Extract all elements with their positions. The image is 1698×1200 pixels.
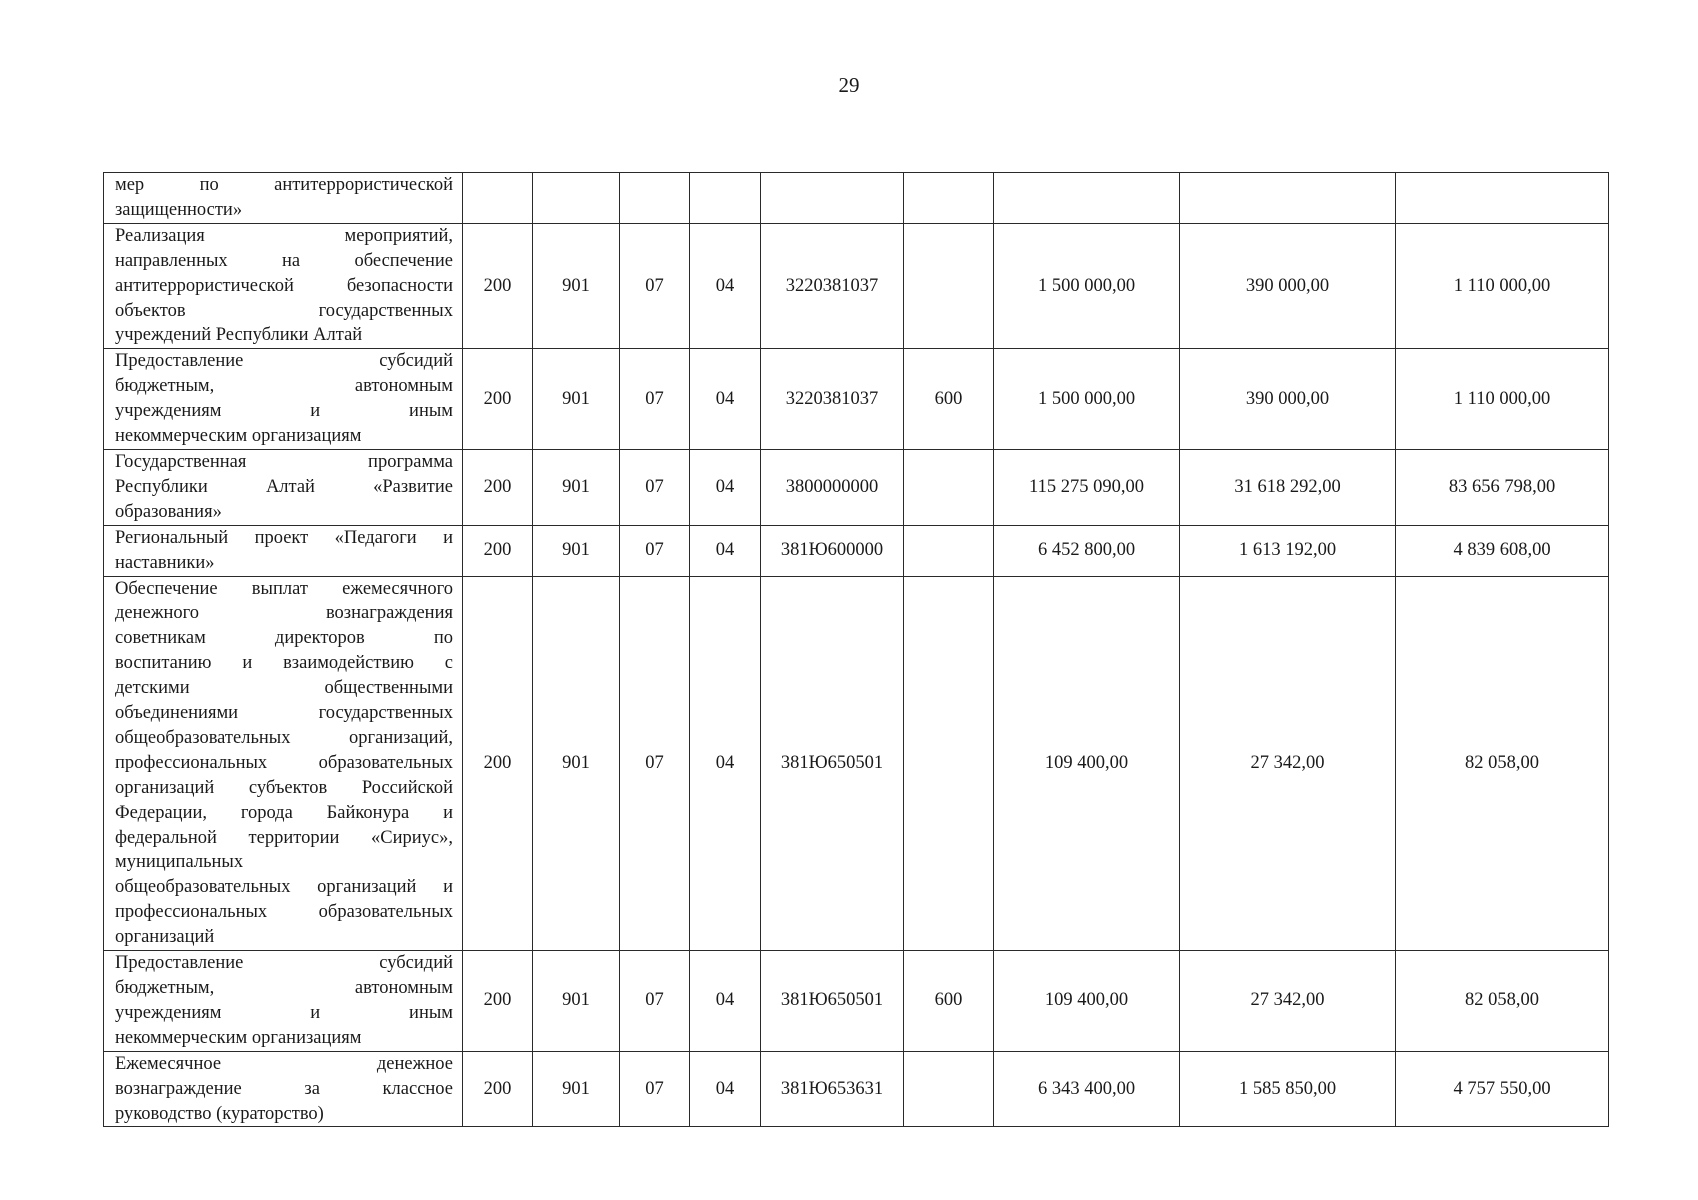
ministry-code-cell: 901 bbox=[533, 525, 620, 576]
amount-column-2-cell: 27 342,00 bbox=[1180, 951, 1396, 1052]
expense-type-cell bbox=[904, 173, 994, 224]
ministry-code-cell: 901 bbox=[533, 349, 620, 450]
subdivision-code-cell bbox=[690, 173, 761, 224]
amount-column-2-cell: 27 342,00 bbox=[1180, 576, 1396, 951]
total-amount-cell: 109 400,00 bbox=[994, 576, 1180, 951]
expense-type-cell bbox=[904, 223, 994, 349]
item-name-cell bbox=[104, 1051, 463, 1127]
item-name-cell bbox=[104, 223, 463, 349]
item-name-line: Ежемесячное денежное bbox=[115, 1053, 453, 1074]
section-code-cell: 200 bbox=[463, 525, 533, 576]
target-article-cell: 3220381037 bbox=[761, 223, 904, 349]
item-name-line: организаций bbox=[115, 927, 215, 948]
amount-column-2-cell: 390 000,00 bbox=[1180, 223, 1396, 349]
ministry-code-cell: 901 bbox=[533, 951, 620, 1052]
item-name-line: Предоставление субсидий bbox=[115, 351, 453, 372]
division-code-cell: 07 bbox=[620, 449, 690, 525]
item-name-cell bbox=[104, 951, 463, 1052]
target-article-cell: 3800000000 bbox=[761, 449, 904, 525]
section-code-cell: 200 bbox=[463, 576, 533, 951]
table-row bbox=[104, 349, 1609, 450]
section-code-cell: 200 bbox=[463, 223, 533, 349]
item-name-line: Республики Алтай «Развитие bbox=[115, 476, 453, 497]
item-name-cell bbox=[104, 576, 463, 951]
expense-type-cell: 600 bbox=[904, 349, 994, 450]
item-name-line: детскими общественными bbox=[115, 678, 453, 699]
subdivision-code-cell: 04 bbox=[690, 1051, 761, 1127]
total-amount-cell: 6 343 400,00 bbox=[994, 1051, 1180, 1127]
division-code-cell: 07 bbox=[620, 223, 690, 349]
expense-type-cell bbox=[904, 576, 994, 951]
item-name-line: направленных на обеспечение bbox=[115, 250, 453, 271]
item-name-line: мер по антитеррористической bbox=[115, 175, 453, 195]
subdivision-code-cell: 04 bbox=[690, 576, 761, 951]
item-name-line: учреждениям и иным bbox=[115, 1002, 453, 1023]
amount-column-3-cell: 4 839 608,00 bbox=[1396, 525, 1609, 576]
page-number: 29 bbox=[838, 73, 860, 97]
expense-type-cell: 600 bbox=[904, 951, 994, 1052]
item-name-line: защищенности» bbox=[115, 199, 243, 220]
amount-column-2-cell: 31 618 292,00 bbox=[1180, 449, 1396, 525]
item-name-line: Региональный проект «Педагоги и bbox=[115, 527, 453, 548]
division-code-cell: 07 bbox=[620, 349, 690, 450]
ministry-code-cell: 901 bbox=[533, 1051, 620, 1127]
subdivision-code-cell: 04 bbox=[690, 525, 761, 576]
amount-column-3-cell: 1 110 000,00 bbox=[1396, 223, 1609, 349]
amount-column-3-cell: 82 058,00 bbox=[1396, 951, 1609, 1052]
ministry-code-cell: 901 bbox=[533, 223, 620, 349]
table-row bbox=[104, 173, 1609, 224]
subdivision-code-cell: 04 bbox=[690, 951, 761, 1052]
item-name-line: профессиональных образовательных bbox=[115, 902, 453, 923]
target-article-cell bbox=[761, 173, 904, 224]
item-name-line: некоммерческим организациям bbox=[115, 1027, 362, 1048]
subdivision-code-cell: 04 bbox=[690, 449, 761, 525]
item-name-cell bbox=[104, 525, 463, 576]
division-code-cell: 07 bbox=[620, 951, 690, 1052]
item-name-line: наставники» bbox=[115, 552, 215, 573]
section-code-cell: 200 bbox=[463, 951, 533, 1052]
item-name-line: объединениями государственных bbox=[115, 703, 453, 724]
amount-column-2-cell: 390 000,00 bbox=[1180, 349, 1396, 450]
item-name-line: советникам директоров по bbox=[115, 628, 453, 649]
amount-column-2-cell: 1 585 850,00 bbox=[1180, 1051, 1396, 1127]
amount-column-2-cell bbox=[1180, 173, 1396, 224]
item-name-cell bbox=[104, 173, 463, 224]
expense-type-cell bbox=[904, 525, 994, 576]
amount-column-3-cell: 83 656 798,00 bbox=[1396, 449, 1609, 525]
subdivision-code-cell: 04 bbox=[690, 349, 761, 450]
budget-table bbox=[103, 172, 1609, 1127]
item-name-line: муниципальных bbox=[115, 852, 244, 873]
item-name-line: объектов государственных bbox=[115, 300, 453, 321]
total-amount-cell bbox=[994, 173, 1180, 224]
target-article-cell: 381Ю650501 bbox=[761, 576, 904, 951]
table-row bbox=[104, 525, 1609, 576]
item-name-cell bbox=[104, 449, 463, 525]
table-row bbox=[104, 1051, 1609, 1127]
item-name-cell bbox=[104, 349, 463, 450]
section-code-cell: 200 bbox=[463, 449, 533, 525]
total-amount-cell: 115 275 090,00 bbox=[994, 449, 1180, 525]
item-name-line: учреждений Республики Алтай bbox=[115, 325, 363, 346]
target-article-cell: 381Ю653631 bbox=[761, 1051, 904, 1127]
item-name-line: некоммерческим организациям bbox=[115, 426, 362, 447]
amount-column-3-cell: 4 757 550,00 bbox=[1396, 1051, 1609, 1127]
amount-column-2-cell: 1 613 192,00 bbox=[1180, 525, 1396, 576]
target-article-cell: 3220381037 bbox=[761, 349, 904, 450]
item-name-line: общеобразовательных организаций и bbox=[115, 877, 453, 898]
total-amount-cell: 109 400,00 bbox=[994, 951, 1180, 1052]
item-name-line: Федерации, города Байконура и bbox=[115, 802, 453, 823]
expense-type-cell bbox=[904, 1051, 994, 1127]
amount-column-3-cell bbox=[1396, 173, 1609, 224]
item-name-line: общеобразовательных организаций, bbox=[115, 727, 453, 748]
section-code-cell bbox=[463, 173, 533, 224]
section-code-cell: 200 bbox=[463, 349, 533, 450]
item-name-line: организаций субъектов Российской bbox=[115, 777, 453, 798]
division-code-cell: 07 bbox=[620, 1051, 690, 1127]
table-row bbox=[104, 951, 1609, 1052]
item-name-line: профессиональных образовательных bbox=[115, 752, 453, 773]
total-amount-cell: 6 452 800,00 bbox=[994, 525, 1180, 576]
table-row bbox=[104, 223, 1609, 349]
total-amount-cell: 1 500 000,00 bbox=[994, 223, 1180, 349]
table-row bbox=[104, 576, 1609, 951]
item-name-line: Государственная программа bbox=[115, 451, 453, 472]
division-code-cell: 07 bbox=[620, 525, 690, 576]
item-name-line: бюджетным, автономным bbox=[115, 376, 453, 397]
subdivision-code-cell: 04 bbox=[690, 223, 761, 349]
item-name-line: Обеспечение выплат ежемесячного bbox=[115, 578, 453, 599]
amount-column-3-cell: 1 110 000,00 bbox=[1396, 349, 1609, 450]
item-name-line: федеральной территории «Сириус», bbox=[115, 827, 453, 848]
section-code-cell: 200 bbox=[463, 1051, 533, 1127]
ministry-code-cell: 901 bbox=[533, 576, 620, 951]
amount-column-3-cell: 82 058,00 bbox=[1396, 576, 1609, 951]
item-name-line: антитеррористической безопасности bbox=[115, 275, 453, 296]
item-name-line: учреждениям и иным bbox=[115, 401, 453, 422]
item-name-line: воспитанию и взаимодействию с bbox=[115, 653, 453, 674]
item-name-line: вознаграждение за классное bbox=[115, 1078, 453, 1099]
target-article-cell: 381Ю600000 bbox=[761, 525, 904, 576]
item-name-line: Предоставление субсидий bbox=[115, 953, 453, 974]
table-row bbox=[104, 449, 1609, 525]
item-name-line: Реализация мероприятий, bbox=[115, 225, 453, 246]
item-name-line: денежного вознаграждения bbox=[115, 603, 453, 624]
expense-type-cell bbox=[904, 449, 994, 525]
item-name-line: бюджетным, автономным bbox=[115, 978, 453, 998]
division-code-cell bbox=[620, 173, 690, 224]
item-name-line: руководство (кураторство) bbox=[115, 1103, 324, 1124]
division-code-cell: 07 bbox=[620, 576, 690, 951]
item-name-line: образования» bbox=[115, 501, 222, 522]
ministry-code-cell bbox=[533, 173, 620, 224]
ministry-code-cell: 901 bbox=[533, 449, 620, 525]
total-amount-cell: 1 500 000,00 bbox=[994, 349, 1180, 450]
target-article-cell: 381Ю650501 bbox=[761, 951, 904, 1052]
